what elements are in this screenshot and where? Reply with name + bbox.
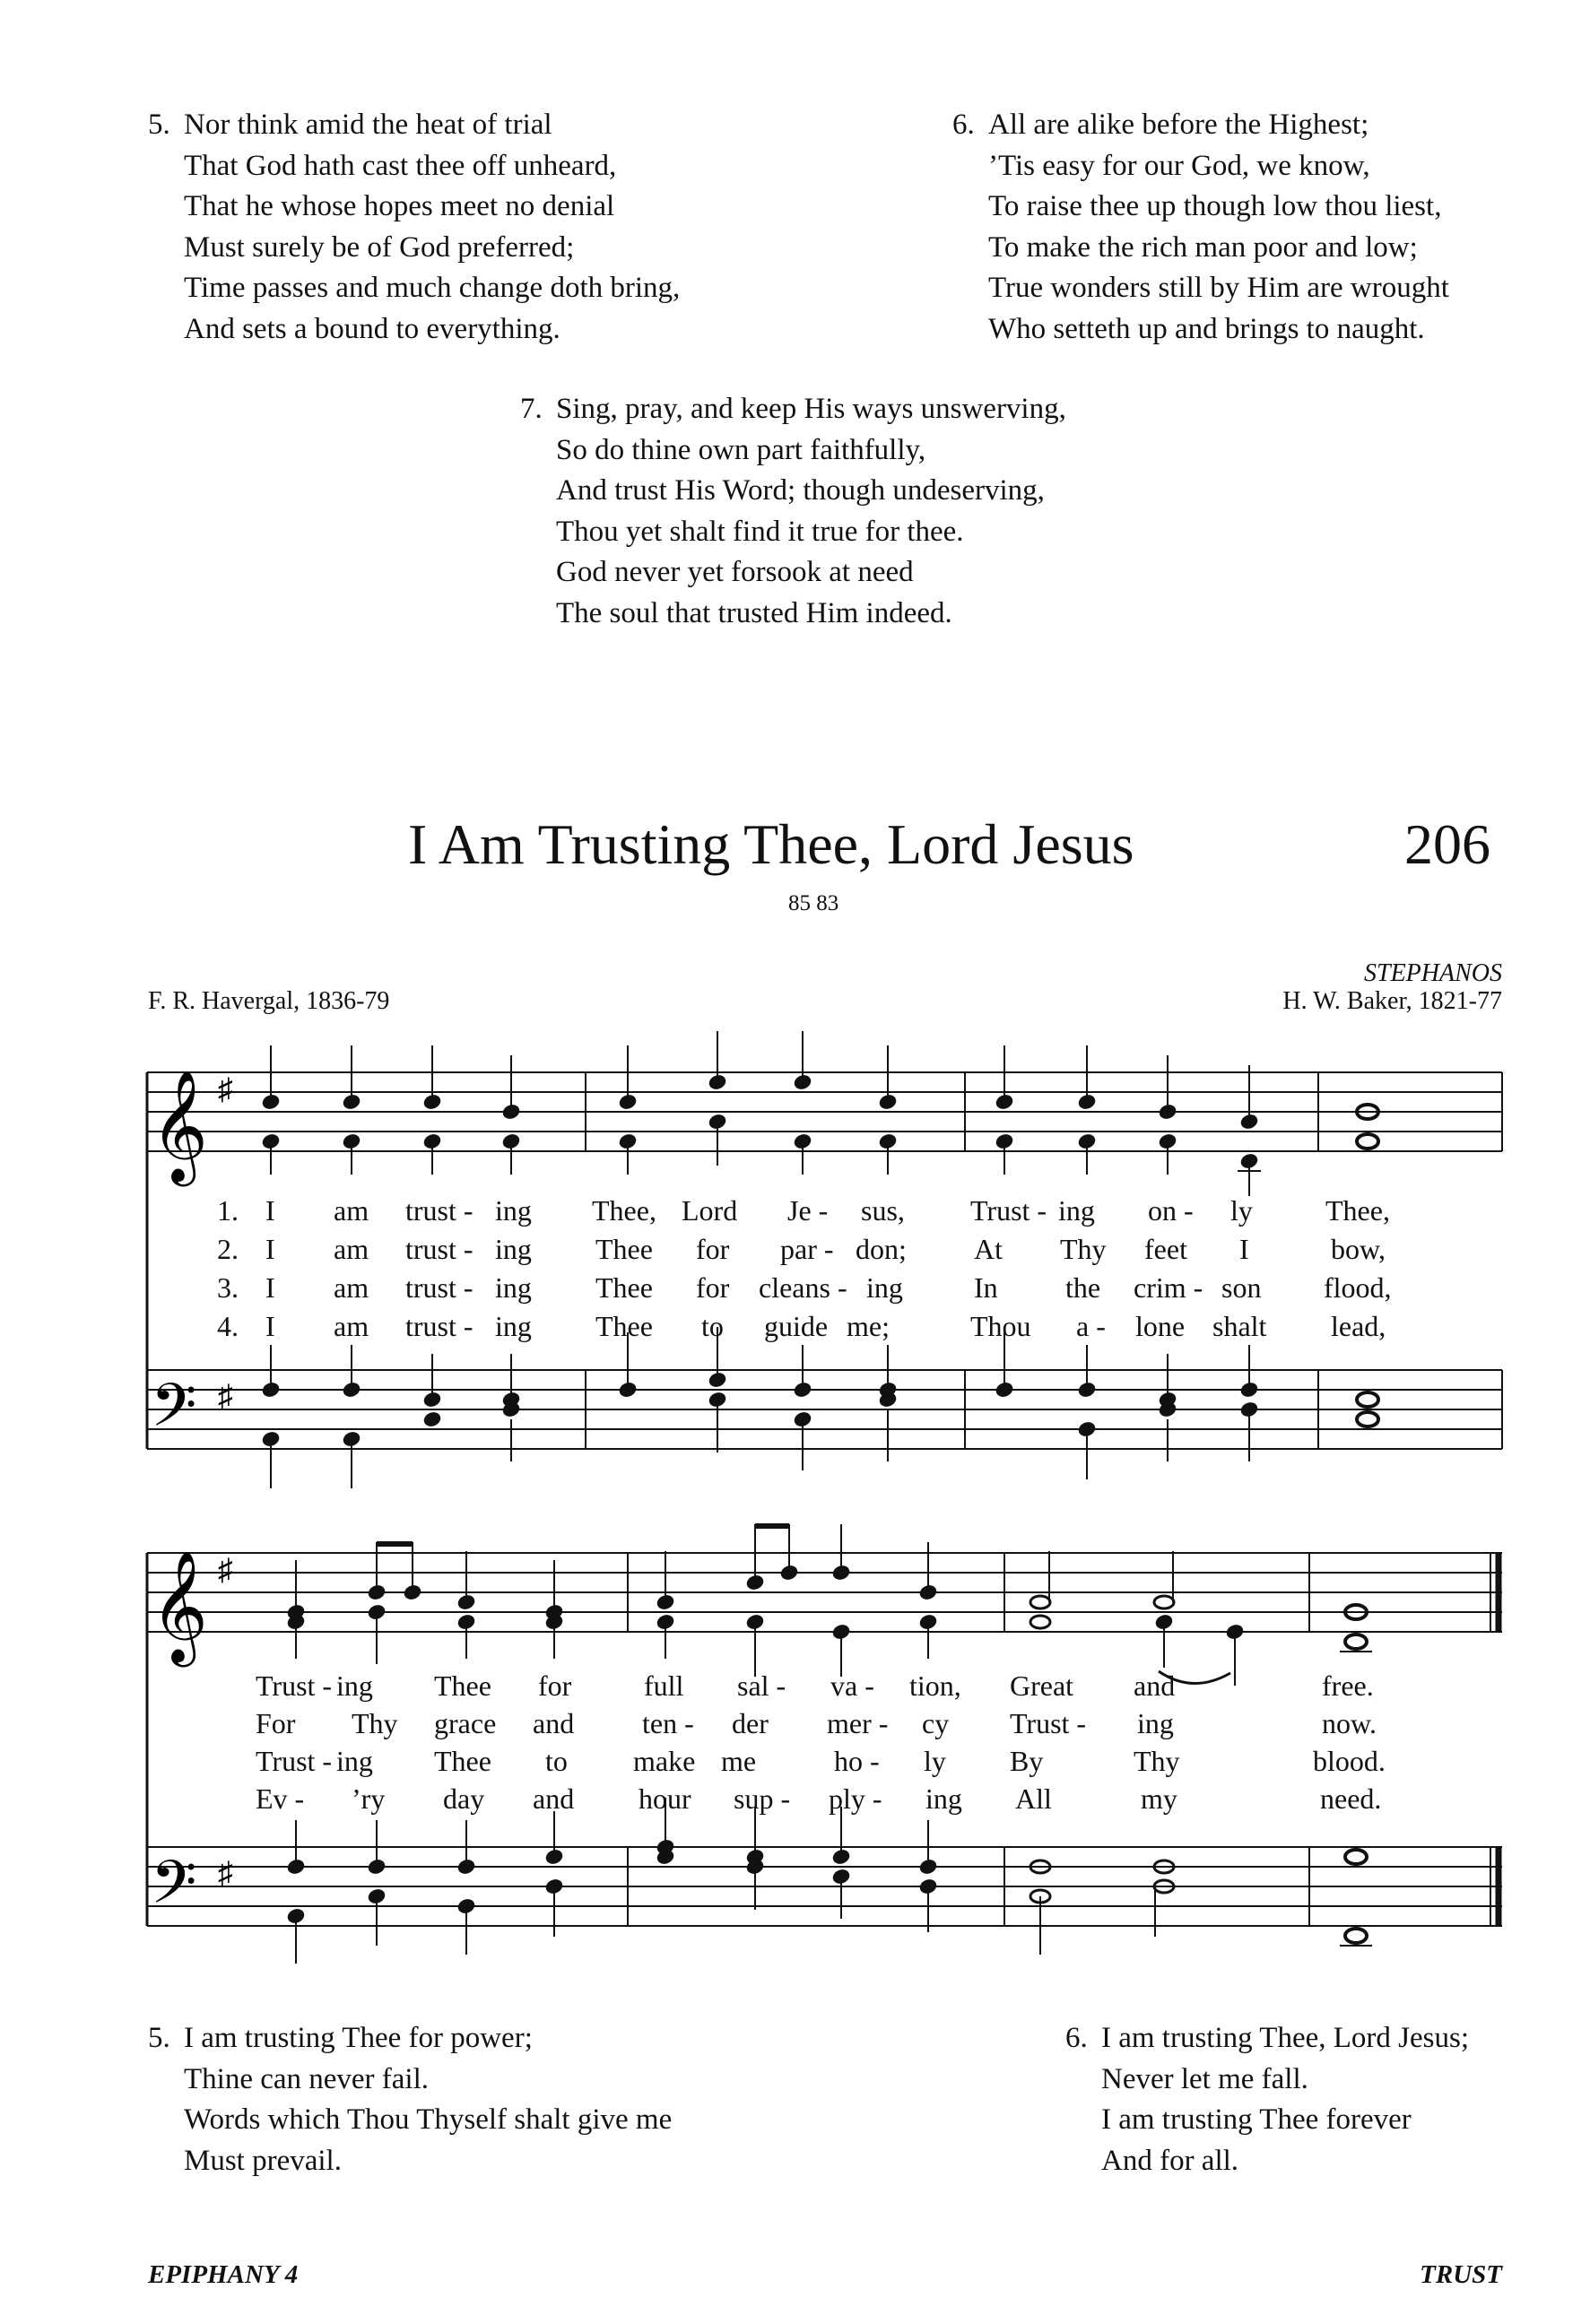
stanza-line: Who setteth up and brings to naught. <box>988 312 1425 345</box>
lyric-syllable: bow, <box>1331 1233 1386 1265</box>
lyric-syllable: ply - <box>829 1782 882 1815</box>
lyric-syllable: day <box>443 1782 485 1815</box>
hymn-number: 206 <box>1404 812 1490 876</box>
lyric-syllable: Lord <box>682 1194 738 1227</box>
verse-number: 2. <box>217 1233 239 1265</box>
lyric-syllable: Thee <box>595 1233 653 1265</box>
lyric-syllable: ing <box>495 1271 532 1304</box>
bass-staff-2 <box>147 1847 1502 1926</box>
lyric-syllable: sup - <box>734 1782 791 1815</box>
stanza-line: And trust His Word; though undeserving, <box>556 474 1045 507</box>
hymn-meter: 85 83 <box>788 891 839 915</box>
lyric-syllable: Thee <box>434 1669 491 1702</box>
lyric-syllable: and <box>1134 1669 1176 1702</box>
lyric-syllable: ten - <box>642 1707 694 1739</box>
lyric-syllable: am <box>334 1310 369 1342</box>
lyric-syllable: ing <box>495 1194 532 1227</box>
lyric-syllable: full <box>644 1669 684 1702</box>
lyric-syllable: By <box>1010 1745 1044 1777</box>
stanza-line: All are alike before the Highest; <box>988 108 1369 141</box>
stanza-number: 6. <box>1065 2022 1088 2054</box>
lyric-syllable: Ev - <box>256 1782 305 1815</box>
lyric-syllable: shalt <box>1212 1310 1267 1342</box>
lyric-syllable: for <box>696 1233 730 1265</box>
lyric-syllable: now. <box>1322 1707 1377 1739</box>
sharp-icon: ♯ <box>218 1857 233 1890</box>
lyric-syllable: sal - <box>737 1669 786 1702</box>
stanza-number: 5. <box>148 108 170 141</box>
sharp-icon: ♯ <box>218 1380 233 1413</box>
verse-number: 4. <box>217 1310 239 1342</box>
lyric-syllable: Thee <box>595 1310 653 1342</box>
lyric-syllable: ly <box>1230 1194 1253 1227</box>
lyric-syllable: blood. <box>1313 1745 1386 1777</box>
treble-notes-2 <box>287 1524 1372 1686</box>
lyric-syllable: ly <box>924 1745 946 1777</box>
lyric-syllable: make <box>633 1745 696 1777</box>
lyric-syllable: der <box>732 1707 769 1739</box>
lyric-syllable: Trust - <box>256 1669 333 1702</box>
sharp-icon: ♯ <box>218 1554 233 1587</box>
lyric-syllable: lead, <box>1331 1310 1386 1342</box>
footer-season: EPIPHANY 4 <box>148 2260 299 2289</box>
stanza-line: Must prevail. <box>184 2144 342 2177</box>
bass-clef-icon: 𝄢 <box>151 1851 197 1930</box>
lyric-syllable: ing <box>925 1782 962 1815</box>
stanza-line: ’Tis easy for our God, we know, <box>988 149 1370 182</box>
stanza-line: God never yet forsook at need <box>556 556 914 588</box>
bass-notes-2 <box>287 1798 1372 1964</box>
lyric-syllable: Trust - <box>256 1745 333 1777</box>
lyric-syllable: Je - <box>787 1194 829 1227</box>
lyric-syllable: and <box>533 1707 575 1739</box>
stanza-line: I am trusting Thee for power; <box>184 2022 533 2054</box>
treble-clef-icon: 𝄞 <box>151 1073 208 1180</box>
lyric-syllable: I <box>265 1271 275 1304</box>
lyric-syllable: ing <box>1058 1194 1095 1227</box>
treble-staff-2 <box>147 1553 1502 1926</box>
lyric-syllable: for <box>696 1271 730 1304</box>
lyric-syllable: Great <box>1010 1669 1074 1702</box>
lyric-syllable: cy <box>922 1707 950 1739</box>
lyric-syllable: crim - <box>1134 1271 1203 1304</box>
lyric-syllable: guide <box>764 1310 829 1342</box>
stanza-line: Sing, pray, and keep His ways unswerving, <box>556 393 1066 425</box>
lyric-syllable: ing <box>1137 1707 1174 1739</box>
lyric-syllable: Thou <box>970 1310 1031 1342</box>
stanza-line: Time passes and much change doth bring, <box>184 272 681 304</box>
lyric-syllable: ing <box>336 1669 373 1702</box>
lyric-syllable: ho - <box>834 1745 880 1777</box>
lyric-syllable: am <box>334 1271 369 1304</box>
treble-notes-1 <box>262 1031 1378 1196</box>
stanza-number: 5. <box>148 2022 170 2054</box>
lyric-syllable: am <box>334 1233 369 1265</box>
music-composer: H. W. Baker, 1821-77 <box>1282 987 1502 1015</box>
lyric-syllable: Thee, <box>1325 1194 1390 1227</box>
lyric-syllable: lone <box>1135 1310 1186 1342</box>
lyric-syllable: ing <box>495 1310 532 1342</box>
lyric-syllable: Thee, <box>592 1194 656 1227</box>
hymn-stanza-5 <box>148 2018 672 2181</box>
lyric-syllable: ing <box>495 1233 532 1265</box>
lyric-syllable: va - <box>830 1669 874 1702</box>
footer-topic: TRUST <box>1420 2260 1502 2289</box>
lyric-syllable: cleans - <box>759 1271 847 1304</box>
lyric-syllable: mer - <box>827 1707 889 1739</box>
stanza-number: 6. <box>952 108 975 141</box>
lyric-syllable: flood, <box>1324 1271 1392 1304</box>
stanza-line: To raise thee up though low thou liest, <box>988 190 1442 222</box>
lyric-syllable: on - <box>1148 1194 1194 1227</box>
stanza-line: The soul that trusted Him indeed. <box>556 596 952 629</box>
tune-name: STEPHANOS <box>1364 959 1502 987</box>
lyric-syllable: Thy <box>352 1707 398 1739</box>
bass-clef-icon: 𝄢 <box>151 1374 197 1453</box>
lyric-syllable: am <box>334 1194 369 1227</box>
lyric-syllable: Trust - <box>970 1194 1047 1227</box>
stanza-line: I am trusting Thee, Lord Jesus; <box>1101 2022 1469 2054</box>
treble-clef-icon: 𝄞 <box>151 1554 208 1661</box>
lyric-syllable: to <box>545 1745 568 1777</box>
lyric-syllable: feet <box>1144 1233 1187 1265</box>
lyric-syllable: to <box>701 1310 724 1342</box>
lyric-syllable: par - <box>780 1233 834 1265</box>
lyric-syllable: don; <box>856 1233 907 1265</box>
lyric-syllable: son <box>1221 1271 1262 1304</box>
lyric-syllable: Thy <box>1134 1745 1180 1777</box>
lyric-syllable: I <box>265 1233 275 1265</box>
lyric-syllable: my <box>1141 1782 1177 1815</box>
lyric-syllable: trust - <box>405 1271 474 1304</box>
lyric-syllable: hour <box>639 1782 691 1815</box>
lyric-syllable: grace <box>434 1707 497 1739</box>
lyric-syllable: free. <box>1322 1669 1374 1702</box>
sharp-icon: ♯ <box>218 1073 233 1106</box>
stanza-line: That he whose hopes meet no denial <box>184 190 615 222</box>
lyric-syllable: For <box>256 1707 296 1739</box>
lyric-syllable: Trust - <box>1010 1707 1087 1739</box>
stanza-line: So do thine own part faithfully, <box>556 433 926 466</box>
stanza-line: I am trusting Thee forever <box>1101 2103 1412 2136</box>
lyric-syllable: need. <box>1320 1782 1382 1815</box>
stanza-line: Must surely be of God preferred; <box>184 230 575 264</box>
text-author: F. R. Havergal, 1836-79 <box>148 987 390 1015</box>
stanza-line: Words which Thou Thyself shalt give me <box>184 2103 673 2136</box>
lyric-syllable: for <box>538 1669 572 1702</box>
lyric-syllable: the <box>1065 1271 1101 1304</box>
lyric-syllable: In <box>974 1271 998 1304</box>
lyric-syllable: trust - <box>405 1233 474 1265</box>
stanza-line: Thine can never fail. <box>184 2062 430 2095</box>
lyric-syllable: Thy <box>1060 1233 1107 1265</box>
bass-notes-1 <box>262 1327 1378 1488</box>
verse-number: 1. <box>217 1194 239 1227</box>
stanza-line: And sets a bound to everything. <box>184 312 560 345</box>
lyric-syllable: I <box>1239 1233 1249 1265</box>
stanza-line: True wonders still by Him are wrought <box>988 272 1449 304</box>
hymn-stanza-6 <box>1065 2018 1469 2181</box>
stanza-line: To make the rich man poor and low; <box>988 230 1418 264</box>
lyric-syllable: Thee <box>595 1271 653 1304</box>
lyric-syllable: I <box>265 1194 275 1227</box>
lyric-syllable: a - <box>1076 1310 1106 1342</box>
hymn-title: I Am Trusting Thee, Lord Jesus <box>408 812 1134 876</box>
stanza-number: 7. <box>520 393 543 425</box>
lyric-syllable: me <box>721 1745 757 1777</box>
lyric-syllable: All <box>1015 1782 1052 1815</box>
stanza-line: Never let me fall. <box>1101 2062 1308 2095</box>
stanza-line: And for all. <box>1101 2144 1239 2177</box>
stanza-line: Thou yet shalt find it true for thee. <box>556 515 964 548</box>
lyric-syllable: me; <box>847 1310 890 1342</box>
stanza-line: Nor think amid the heat of trial <box>184 108 552 141</box>
lyric-syllable: trust - <box>405 1310 474 1342</box>
lyric-syllable: I <box>265 1310 275 1342</box>
lyric-syllable: ing <box>336 1745 373 1777</box>
stanza-line: That God hath cast thee off unheard, <box>184 149 617 182</box>
lyric-syllable: tion, <box>909 1669 961 1702</box>
lyric-syllable: trust - <box>405 1194 474 1227</box>
lyric-syllable: sus, <box>861 1194 905 1227</box>
lyric-syllable: At <box>974 1233 1003 1265</box>
lyric-syllable: Thee <box>434 1745 491 1777</box>
lyric-syllable: and <box>533 1782 575 1815</box>
verse-number: 3. <box>217 1271 239 1304</box>
lyric-syllable: ing <box>866 1271 903 1304</box>
lyric-syllable: ’ry <box>352 1782 386 1815</box>
